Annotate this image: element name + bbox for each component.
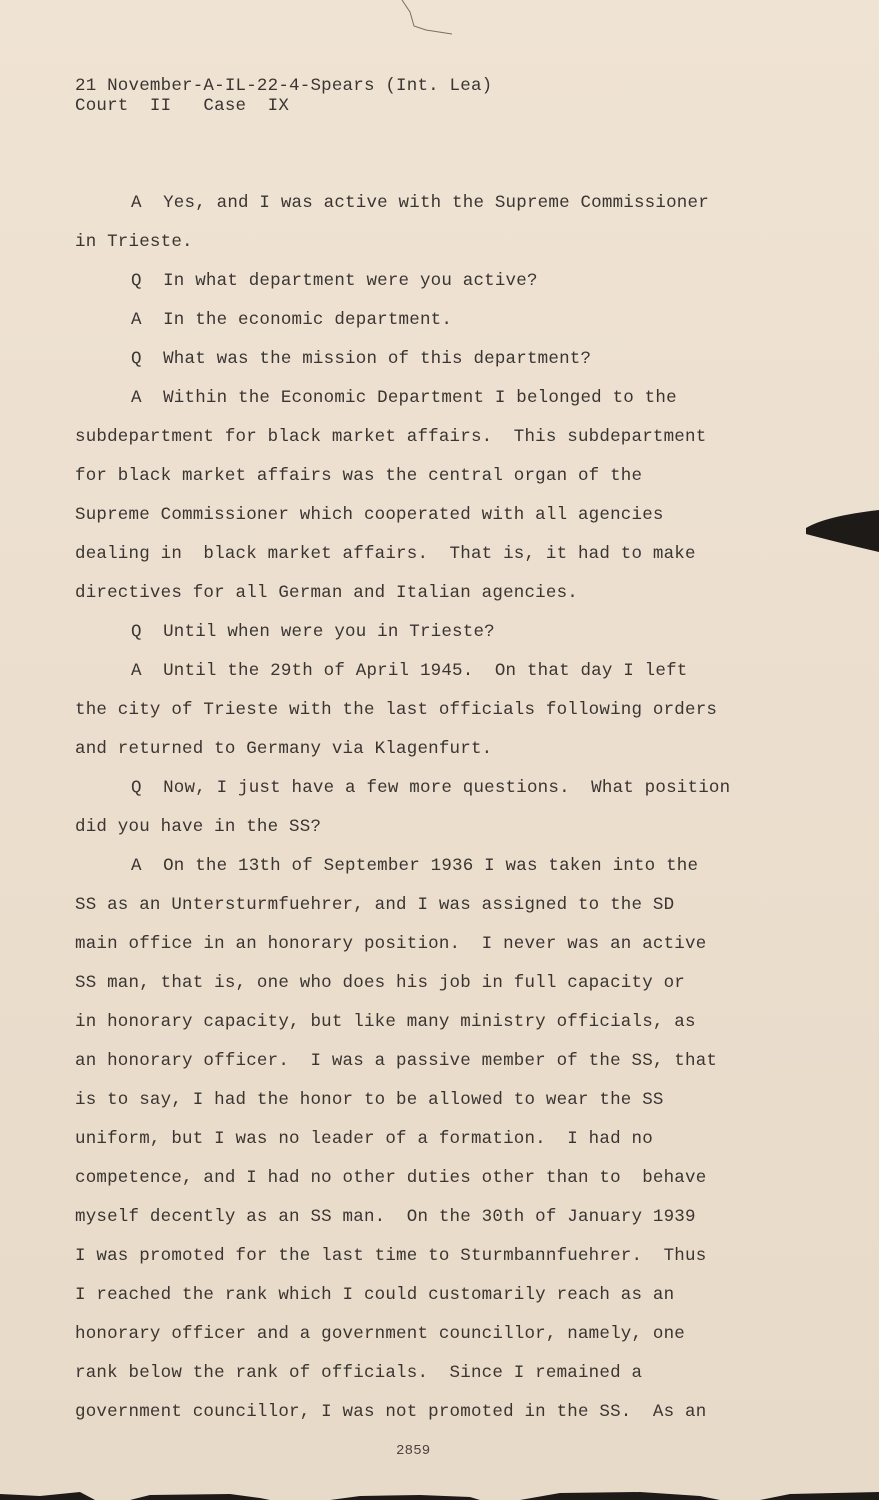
text-line: government councillor, I was not promoted in the SS. As an — [75, 1402, 707, 1422]
header-line-1: 21 November-A-IL-22-4-Spears (Int. Lea) — [75, 76, 493, 96]
text-line: for black market affairs was the central organ of the — [75, 466, 643, 486]
text-line: A Yes, and I was active with the Supreme Commissioner — [131, 193, 709, 213]
text-line: did you have in the SS? — [75, 817, 322, 837]
text-line: SS man, that is, one who does his job in full capacity or — [75, 973, 685, 993]
text-line: Q Now, I just have a few more questions. What position — [131, 778, 731, 798]
text-line: subdepartment for black market affairs. This subdepartment — [75, 427, 707, 447]
text-line: Q In what department were you active? — [131, 271, 538, 291]
bottom-edge-damage — [0, 1474, 879, 1500]
text-line: I reached the rank which I could customarily reach as an — [75, 1285, 675, 1305]
text-line: I was promoted for the last time to Sturmbannfuehrer. Thus — [75, 1246, 707, 1266]
text-line: A Within the Economic Department I belonged to the — [131, 388, 677, 408]
text-line: myself decently as an SS man. On the 30th of January 1939 — [75, 1207, 696, 1227]
binder-clip-shadow — [806, 500, 879, 560]
paper-tear-mark — [400, 0, 460, 40]
text-line: rank below the rank of officials. Since I remained a — [75, 1363, 643, 1383]
text-line: competence, and I had no other duties other than to behave — [75, 1168, 707, 1188]
text-line: Supreme Commissioner which cooperated with all agencies — [75, 505, 664, 525]
text-line: main office in an honorary position. I never was an active — [75, 934, 707, 954]
text-line: dealing in black market affairs. That is, it had to make — [75, 544, 696, 564]
text-line: an honorary officer. I was a passive member of the SS, that — [75, 1051, 718, 1071]
header-line-2: Court II Case IX — [75, 96, 290, 116]
text-line: A Until the 29th of April 1945. On that day I left — [131, 661, 688, 681]
text-line: A In the economic department. — [131, 310, 453, 330]
text-line: the city of Trieste with the last officials following orders — [75, 700, 718, 720]
text-line: directives for all German and Italian agencies. — [75, 583, 578, 603]
text-line: honorary officer and a government councillor, namely, one — [75, 1324, 685, 1344]
text-line: in honorary capacity, but like many ministry officials, as — [75, 1012, 696, 1032]
text-line: uniform, but I was no leader of a formation. I had no — [75, 1129, 653, 1149]
text-line: SS as an Untersturmfuehrer, and I was assigned to the SD — [75, 895, 675, 915]
text-line: A On the 13th of September 1936 I was taken into the — [131, 856, 699, 876]
text-line: is to say, I had the honor to be allowed to wear the SS — [75, 1090, 664, 1110]
text-line: Q What was the mission of this department? — [131, 349, 592, 369]
text-line: in Trieste. — [75, 232, 193, 252]
text-line: Q Until when were you in Trieste? — [131, 622, 495, 642]
text-line: and returned to Germany via Klagenfurt. — [75, 739, 493, 759]
page-number: 2859 — [396, 1443, 431, 1459]
